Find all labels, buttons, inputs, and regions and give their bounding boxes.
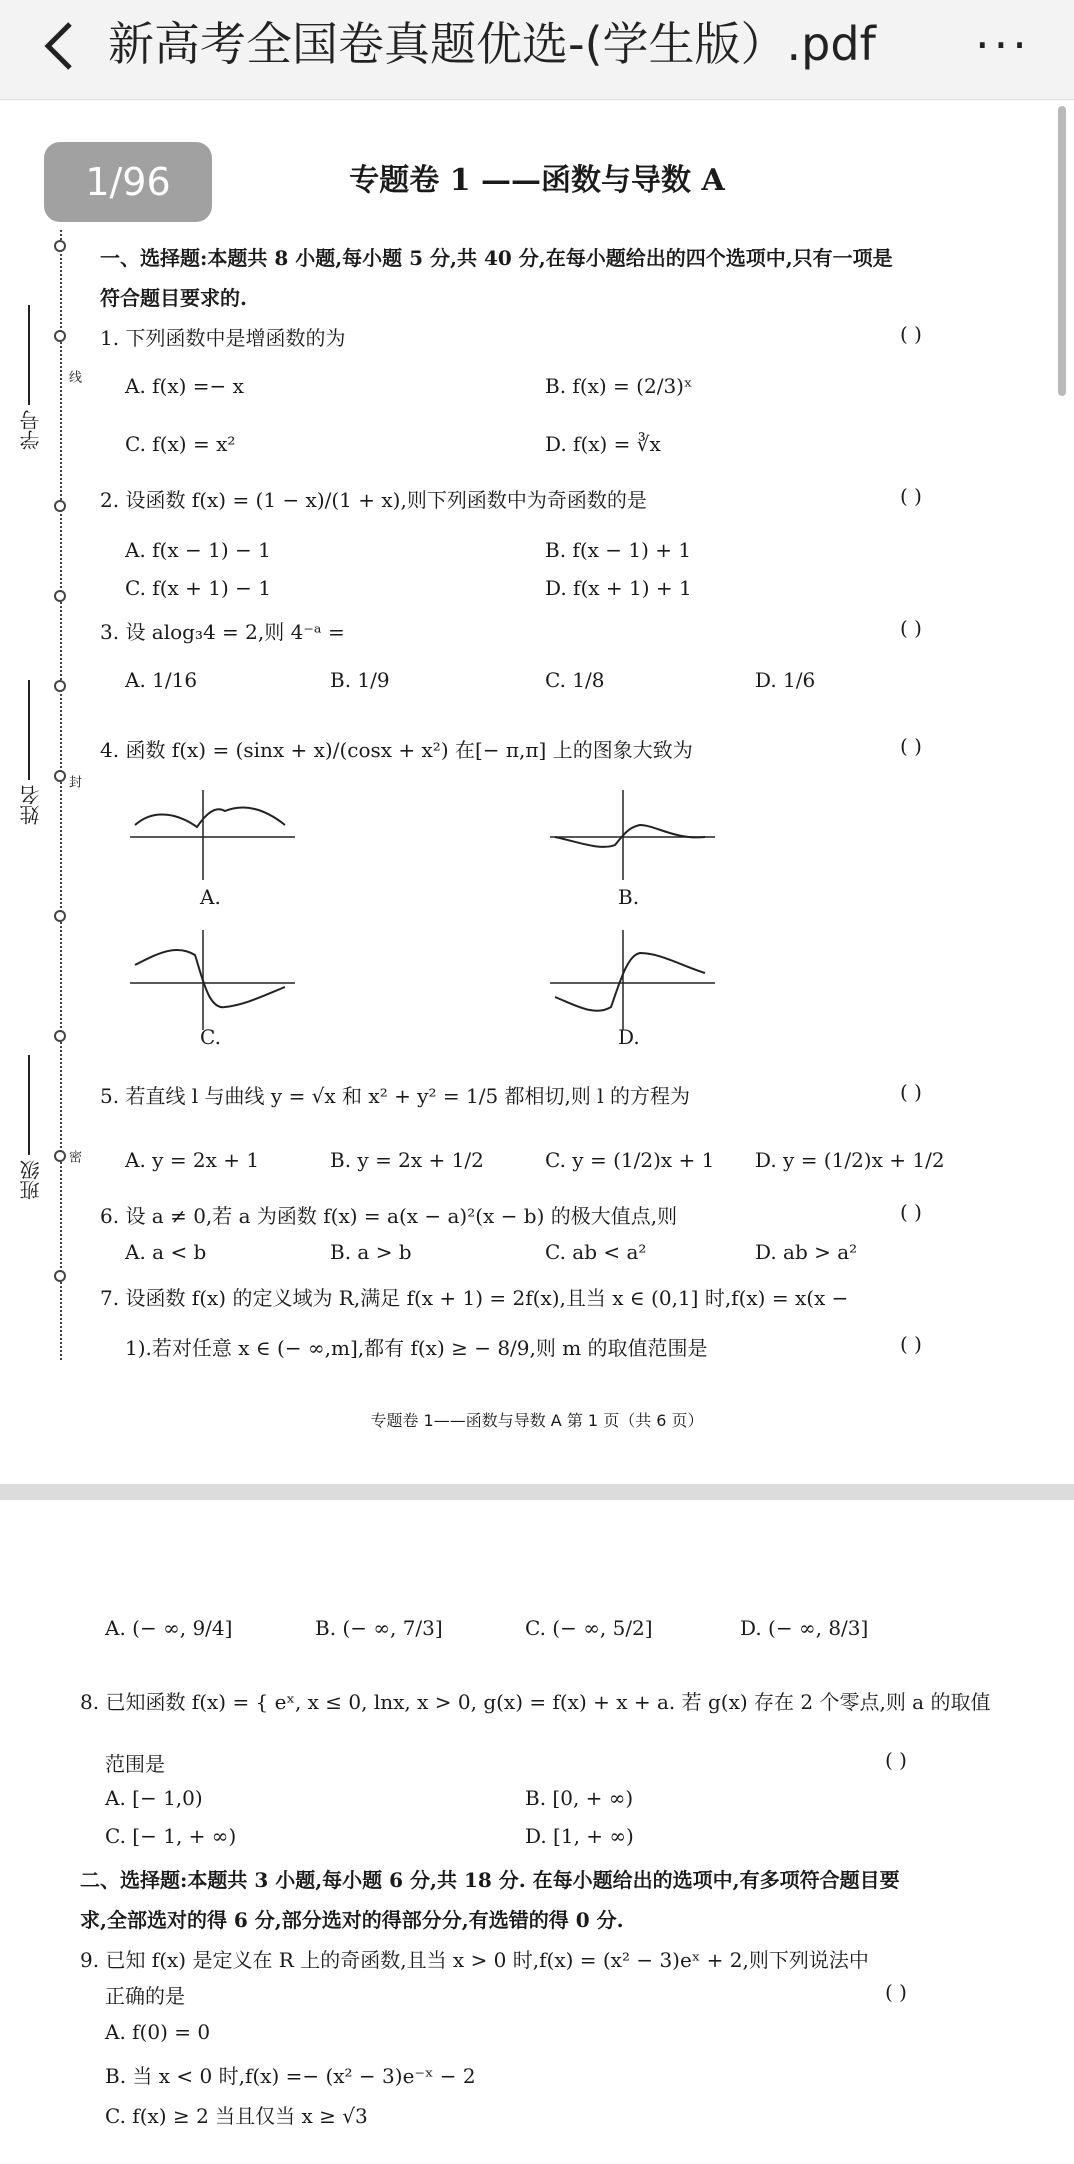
- option-c: C. y = (1/2)x + 1: [545, 1148, 715, 1172]
- margin-dot: [54, 500, 66, 512]
- option-a: A. y = 2x + 1: [125, 1148, 260, 1172]
- graph-c: [125, 925, 305, 1035]
- question-5: 5. 若直线 l 与曲线 y = √x 和 x² + y² = 1/5 都相切,则 l 的方程为: [100, 1084, 690, 1108]
- section-heading: 一、选择题:本题共 8 小题,每小题 5 分,共 40 分,在每小题给出的四个选项中,只有一项是: [100, 246, 893, 270]
- option-b: B. 当 x < 0 时,f(x) =− (x² − 3)e⁻ˣ − 2: [105, 2064, 476, 2088]
- option-c: C. [− 1, + ∞): [105, 1824, 237, 1848]
- option-c: C. ab < a²: [545, 1240, 647, 1264]
- answer-paren: ( ): [900, 1332, 922, 1356]
- page-footer: 专题卷 1——函数与导数 A 第 1 页（共 6 页）: [370, 1411, 704, 1430]
- question-1: 1. 下列函数中是增函数的为: [100, 326, 346, 350]
- page-indicator: 1/96: [44, 142, 212, 222]
- option-a: A. f(0) = 0: [105, 2020, 211, 2044]
- option-d: D. f(x) = ∛x: [545, 432, 661, 456]
- graph-caption-c: C.: [200, 1025, 221, 1049]
- option-d: D. 1/6: [755, 668, 816, 692]
- answer-paren: ( ): [900, 484, 922, 508]
- graph-caption-d: D.: [618, 1025, 640, 1049]
- answer-paren: ( ): [900, 734, 922, 758]
- answer-paren: ( ): [885, 1748, 907, 1772]
- question-8: 8. 已知函数 f(x) = { eˣ, x ≤ 0, lnx, x > 0, g(x) = f(x) + x + a. 若 g(x) 存在 2 个零点,则 a 的取值: [80, 1690, 991, 1714]
- page-separator: [0, 1484, 1074, 1500]
- question-9: 9. 已知 f(x) 是定义在 R 上的奇函数,且当 x > 0 时,f(x) = (x² − 3)eˣ + 2,则下列说法中: [80, 1948, 869, 1972]
- question-2: 2. 设函数 f(x) = (1 − x)/(1 + x),则下列函数中为奇函数的是: [100, 488, 647, 512]
- option-a: A. f(x − 1) − 1: [125, 538, 271, 562]
- option-b: B. [0, + ∞): [525, 1786, 634, 1810]
- field-line: [28, 305, 30, 405]
- field-line: [28, 680, 30, 780]
- option-b: B. f(x − 1) + 1: [545, 538, 692, 562]
- graph-b: [545, 785, 725, 885]
- option-d: D. [1, + ∞): [525, 1824, 634, 1848]
- option-a: A. a < b: [125, 1240, 207, 1264]
- option-c: C. f(x) ≥ 2 当且仅当 x ≥ √3: [105, 2104, 368, 2128]
- section-heading: 符合题目要求的.: [100, 286, 247, 310]
- section-heading: 求,全部选对的得 6 分,部分选对的得部分分,有选错的得 0 分.: [80, 1908, 624, 1932]
- graph-d: [545, 925, 725, 1035]
- seal-text: 线: [66, 370, 81, 383]
- class-label: 班级: [19, 1160, 43, 1200]
- answer-paren: ( ): [900, 616, 922, 640]
- option-d: D. y = (1/2)x + 1/2: [755, 1148, 945, 1172]
- scrollbar[interactable]: [1058, 106, 1066, 396]
- student-id-label: 学号: [19, 410, 43, 450]
- question-7: 7. 设函数 f(x) 的定义域为 R,满足 f(x + 1) = 2f(x),且当 x ∈ (0,1] 时,f(x) = x(x −: [100, 1286, 849, 1310]
- margin-dot: [54, 590, 66, 602]
- margin-dot: [54, 680, 66, 692]
- option-c: C. (− ∞, 5/2]: [525, 1616, 653, 1640]
- question-6: 6. 设 a ≠ 0,若 a 为函数 f(x) = a(x − a)²(x − b) 的极大值点,则: [100, 1204, 678, 1228]
- option-a: A. f(x) =− x: [125, 374, 244, 398]
- option-d: D. ab > a²: [755, 1240, 858, 1264]
- field-line: [28, 1055, 30, 1155]
- graph-caption-a: A.: [200, 885, 221, 909]
- section-heading: 二、选择题:本题共 3 小题,每小题 6 分,共 18 分. 在每小题给出的选项中,有多项符合题目要: [80, 1868, 900, 1892]
- answer-paren: ( ): [900, 1200, 922, 1224]
- question-8-line2: 范围是: [105, 1752, 165, 1776]
- document-title: 新高考全国卷真题优选-(学生版）.pdf: [108, 17, 876, 71]
- option-c: C. f(x + 1) − 1: [125, 576, 271, 600]
- margin-dot: [54, 1030, 66, 1042]
- name-label: 姓名: [19, 785, 43, 825]
- page-title: 专题卷 1 ——函数与导数 A: [349, 163, 725, 198]
- answer-paren: ( ): [885, 1980, 907, 2004]
- question-9-line2: 正确的是: [105, 1984, 185, 2008]
- seal-text: 封: [66, 775, 81, 788]
- seal-line: [60, 230, 62, 1360]
- answer-paren: ( ): [900, 1080, 922, 1104]
- margin-dot: [54, 910, 66, 922]
- app-header: [0, 0, 1074, 100]
- question-4: 4. 函数 f(x) = (sinx + x)/(cosx + x²) 在[− π,π] 上的图象大致为: [100, 738, 693, 762]
- option-a: A. [− 1,0): [105, 1786, 203, 1810]
- margin-dot: [54, 330, 66, 342]
- chevron-left-icon[interactable]: [32, 16, 92, 76]
- option-a: A. (− ∞, 9/4]: [105, 1616, 233, 1640]
- question-3: 3. 设 alog₃4 = 2,则 4⁻ᵃ =: [100, 620, 345, 644]
- option-b: B. 1/9: [330, 668, 390, 692]
- more-horizontal-icon[interactable]: ···: [975, 18, 1031, 72]
- option-b: B. (− ∞, 7/3]: [315, 1616, 443, 1640]
- question-7-line2: 1).若对任意 x ∈ (− ∞,m],都有 f(x) ≥ − 8/9,则 m 的取值范围是: [125, 1336, 708, 1360]
- graph-a: [125, 785, 305, 885]
- option-b: B. f(x) = (2/3)ˣ: [545, 374, 693, 398]
- answer-paren: ( ): [900, 322, 922, 346]
- option-d: D. (− ∞, 8/3]: [740, 1616, 869, 1640]
- option-d: D. f(x + 1) + 1: [545, 576, 692, 600]
- seal-text: 密: [66, 1150, 81, 1163]
- option-c: C. 1/8: [545, 668, 605, 692]
- option-b: B. a > b: [330, 1240, 412, 1264]
- margin-dot: [54, 240, 66, 252]
- margin-dot: [54, 1270, 66, 1282]
- option-a: A. 1/16: [125, 668, 198, 692]
- option-b: B. y = 2x + 1/2: [330, 1148, 484, 1172]
- option-c: C. f(x) = x²: [125, 432, 236, 456]
- graph-caption-b: B.: [618, 885, 640, 909]
